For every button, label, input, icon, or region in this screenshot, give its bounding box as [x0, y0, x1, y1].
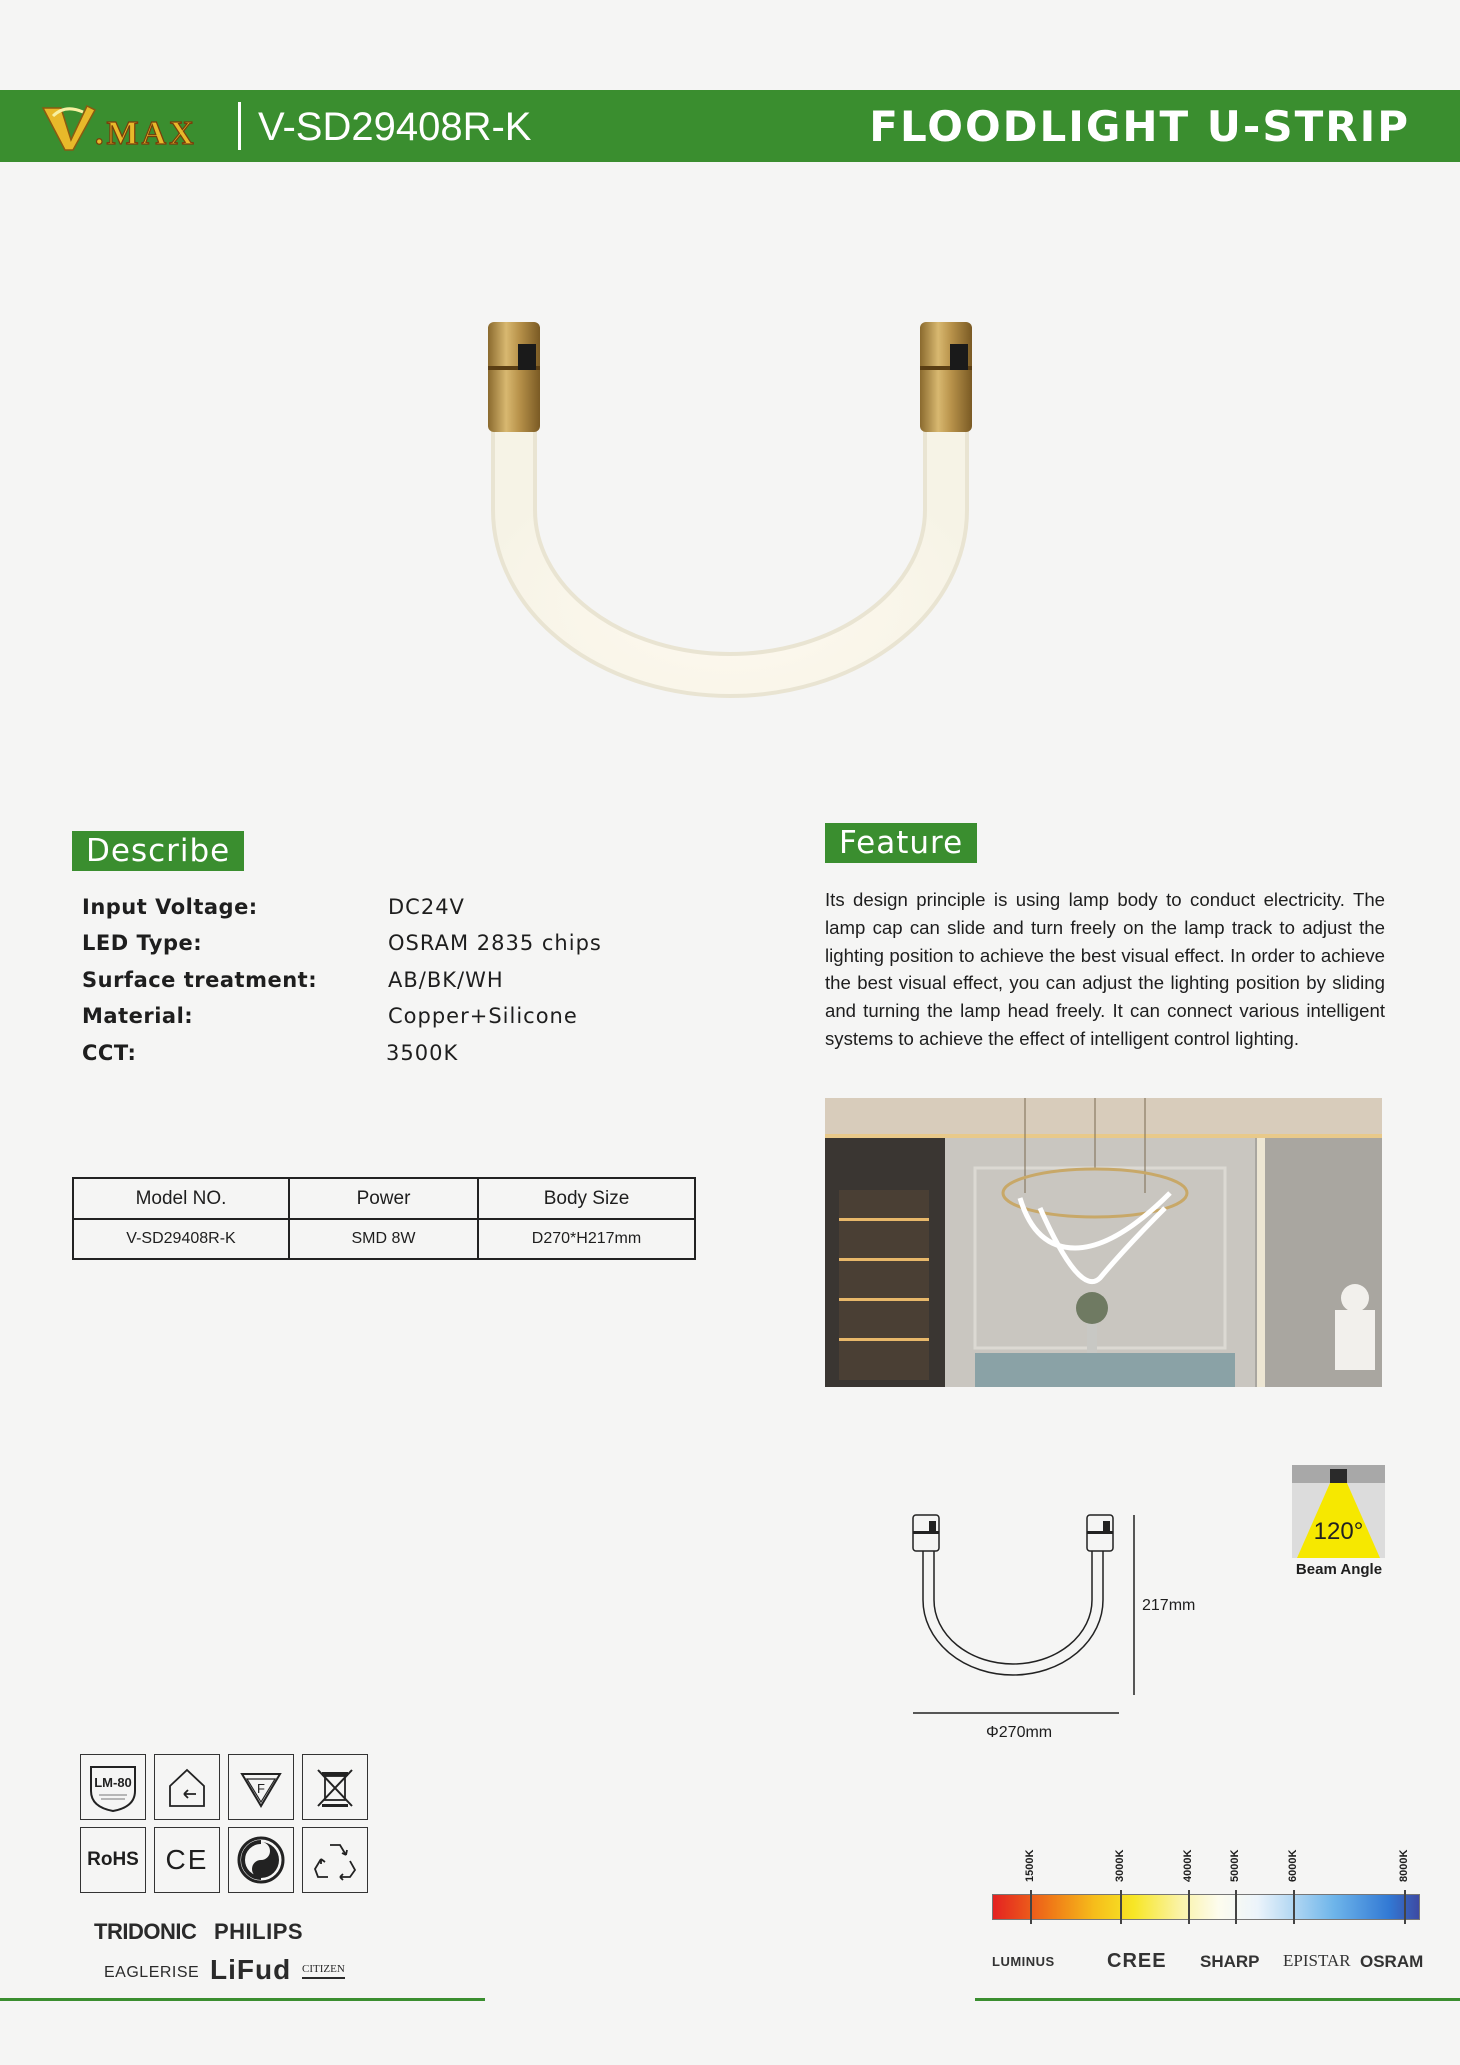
- spec-label: Surface treatment:: [82, 968, 318, 992]
- sharp-logo: SHARP: [1200, 1952, 1260, 1971]
- product-title: FLOODLIGHT U-STRIP: [869, 102, 1410, 151]
- cct-label: 1500K: [1024, 1849, 1036, 1882]
- table-cell: SMD 8W: [289, 1219, 478, 1259]
- spec-cct: [82, 1041, 702, 1077]
- philips-logo: PHILIPS: [214, 1919, 304, 1944]
- rohs-text: RoHS: [87, 1849, 139, 1870]
- cree-logo: CREE: [1107, 1950, 1167, 1972]
- cct-tick: [1235, 1890, 1237, 1924]
- luminus-logo: LUMINUS: [992, 1954, 1055, 1969]
- cct-label: 3000K: [1114, 1849, 1126, 1882]
- footer-line: [975, 1998, 1460, 2001]
- tridonic-logo: TRIDONIC: [94, 1919, 197, 1944]
- spec-material: [82, 1004, 702, 1040]
- table-cell: D270*H217mm: [478, 1219, 695, 1259]
- cct-label: 4000K: [1182, 1849, 1194, 1882]
- spec-value: OSRAM 2835 chips: [388, 931, 602, 955]
- citizen-logo: CITIZEN: [302, 1964, 345, 1979]
- cct-tick: [1120, 1890, 1122, 1924]
- green-dot-icon: [228, 1827, 294, 1893]
- model-title: V-SD29408R-K: [258, 105, 532, 149]
- spec-value: DC24V: [388, 895, 465, 919]
- lm80-text: LM-80: [94, 1775, 132, 1790]
- spec-led-type: [82, 931, 702, 967]
- cct-tick: [1293, 1890, 1295, 1924]
- model-table: [72, 1177, 696, 1260]
- dimension-drawing: [905, 1505, 1175, 1750]
- table-header: Model NO.: [73, 1178, 289, 1219]
- cct-tick: [1030, 1890, 1032, 1924]
- f-mark-text: F: [257, 1781, 265, 1796]
- product-image: [480, 310, 980, 710]
- recycle-icon: [302, 1827, 368, 1893]
- table-header: Power: [289, 1178, 478, 1219]
- room-photo: [825, 1098, 1382, 1387]
- table-header: Body Size: [478, 1178, 695, 1219]
- svg-text:.MAX: .MAX: [95, 115, 197, 152]
- f-mark-icon: [228, 1754, 294, 1820]
- osram-logo: OSRAM: [1360, 1952, 1424, 1971]
- cct-label: 5000K: [1229, 1849, 1241, 1882]
- spec-label: Material:: [82, 1004, 194, 1028]
- spec-label: CCT:: [82, 1041, 137, 1065]
- cct-color-bar: [992, 1894, 1420, 1920]
- beam-angle-label: Beam Angle: [1295, 1561, 1383, 1578]
- feature-description: Its design principle is using lamp body to conduct electricity. The lamp cap can slide and turn freely on the lamp track to adjust the lighting position to achieve the best visual effect. In order to achieve the best visual effect, you can adjust the lighting position by sliding and turning the lamp head freely. It can connect various intelligent systems to achieve the effect of intelligent control lighting.: [825, 889, 1385, 1049]
- beam-angle-value: 120°: [1313, 1518, 1364, 1545]
- describe-heading: Describe: [72, 831, 244, 871]
- cct-label: 8000K: [1398, 1849, 1410, 1882]
- header-divider: [238, 102, 241, 150]
- ce-icon: [154, 1827, 220, 1893]
- spec-label: Input Voltage:: [82, 895, 258, 919]
- spec-value: Copper+Silicone: [388, 1004, 578, 1028]
- cct-label: 6000K: [1287, 1849, 1299, 1882]
- rohs-icon: [80, 1827, 146, 1893]
- feature-heading: Feature: [825, 823, 977, 863]
- ce-text: CE: [165, 1844, 209, 1875]
- dimension-width: Φ270mm: [986, 1724, 1053, 1741]
- indoor-use-icon: [154, 1754, 220, 1820]
- spec-value: AB/BK/WH: [388, 968, 504, 992]
- cct-tick: [1404, 1890, 1406, 1924]
- dimension-height: 217mm: [1142, 1597, 1196, 1614]
- lifud-logo: LiFud: [210, 1954, 292, 1985]
- spec-input-voltage: [82, 895, 702, 931]
- eaglerise-logo: EAGLERISE: [104, 1964, 200, 1981]
- lm80-icon: [80, 1754, 146, 1820]
- cct-tick: [1188, 1890, 1190, 1924]
- spec-surface-treatment: [82, 968, 702, 1004]
- spec-value: 3500K: [386, 1041, 459, 1065]
- spec-label: LED Type:: [82, 931, 203, 955]
- table-header-row: [73, 1178, 695, 1219]
- table-row: [73, 1219, 695, 1259]
- epistar-logo: EPISTAR: [1283, 1951, 1351, 1970]
- footer-line: [0, 1998, 485, 2001]
- weee-icon: [302, 1754, 368, 1820]
- vmax-logo: [35, 98, 220, 156]
- table-cell: V-SD29408R-K: [73, 1219, 289, 1259]
